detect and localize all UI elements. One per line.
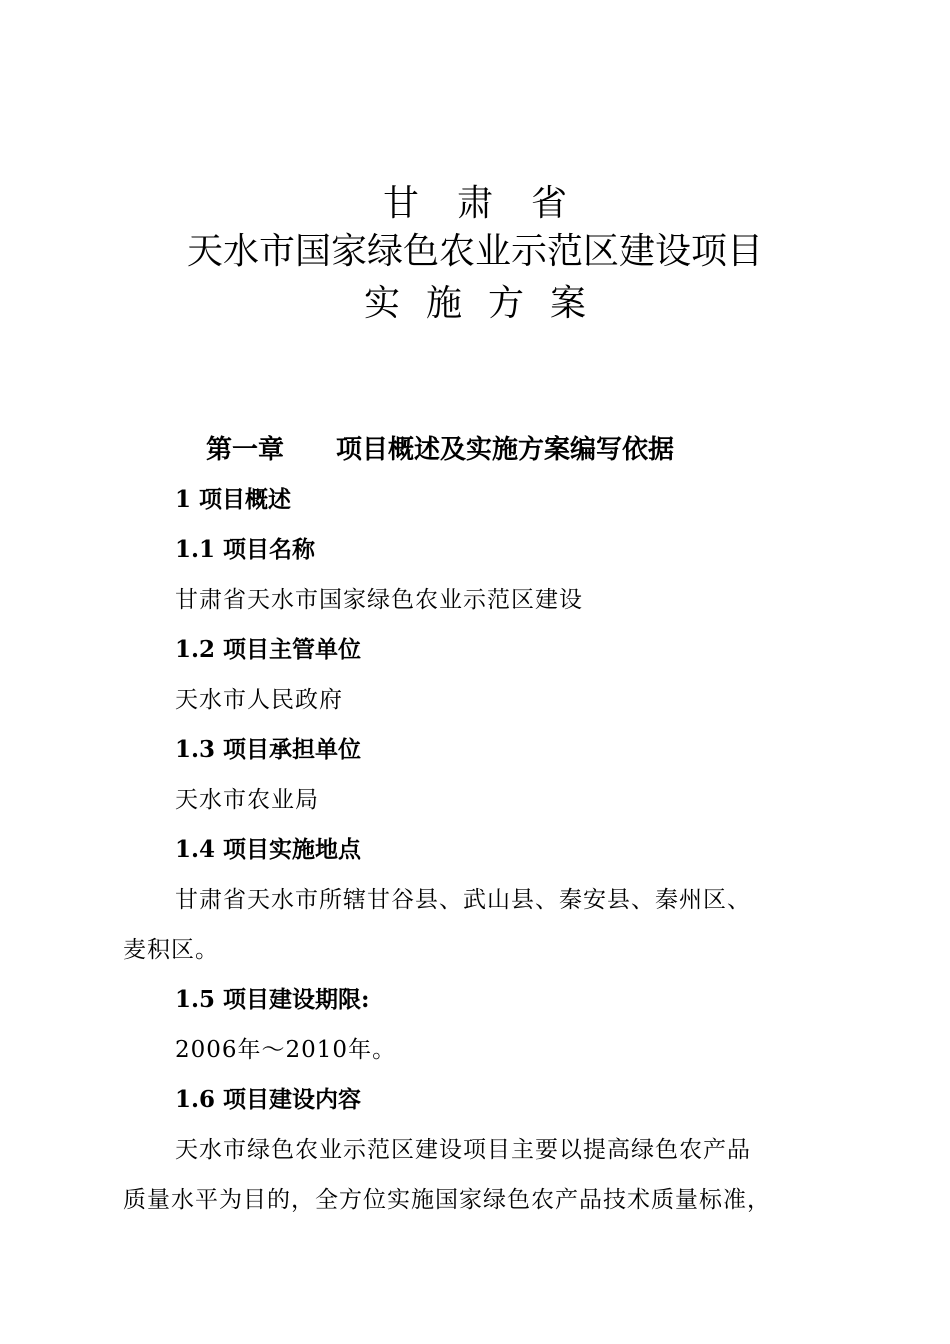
- section-text-1-6-line2: 质量水平为目的，全方位实施国家绿色农产品技术质量标准，: [123, 1187, 771, 1213]
- section-text-1-2: 天水市人民政府: [175, 687, 343, 713]
- section-heading-1-4: 1.4 项目实施地点: [175, 836, 362, 863]
- section-heading-1-2: 1.2 项目主管单位: [175, 636, 362, 663]
- section-heading-1-1: 1.1 项目名称: [175, 536, 316, 563]
- title-province: 甘肃省: [382, 183, 605, 224]
- title-plan: 实施方案: [363, 283, 612, 324]
- chapter-title: 项目概述及实施方案编写依据: [336, 435, 675, 465]
- chapter-number: 第一章: [206, 435, 285, 465]
- section-text-1-1: 甘肃省天水市国家绿色农业示范区建设: [175, 587, 583, 613]
- section-heading-1: 1 项目概述: [175, 486, 292, 513]
- section-text-1-4-line2: 麦积区。: [123, 937, 219, 963]
- section-heading-1-6: 1.6 项目建设内容: [175, 1086, 362, 1113]
- chapter-heading: [206, 432, 674, 468]
- section-text-1-4-line1: 甘肃省天水市所辖甘谷县、武山县、秦安县、秦州区、: [175, 887, 751, 913]
- section-text-1-3: 天水市农业局: [175, 787, 319, 813]
- section-heading-1-5: 1.5 项目建设期限:: [175, 986, 370, 1013]
- title-project-name: 天水市国家绿色农业示范区建设项目: [186, 231, 763, 272]
- section-heading-1-3: 1.3 项目承担单位: [175, 736, 362, 763]
- section-text-1-5: 2006年～2010年。: [175, 1037, 397, 1063]
- section-text-1-6-line1: 天水市绿色农业示范区建设项目主要以提高绿色农产品: [175, 1137, 751, 1163]
